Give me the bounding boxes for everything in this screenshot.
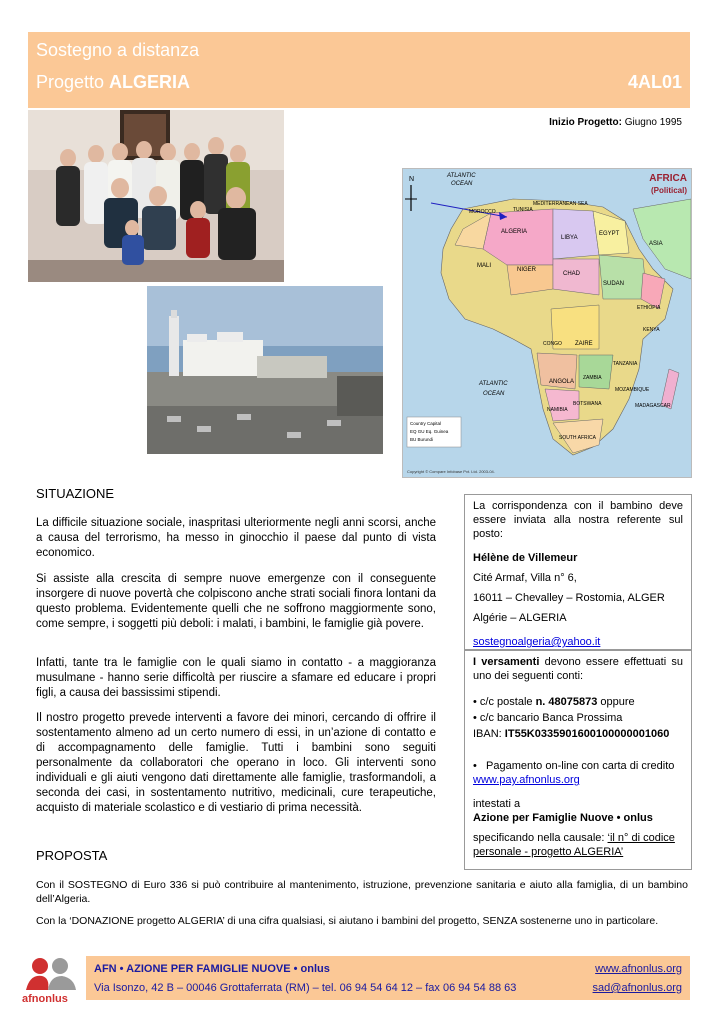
country-label: TUNISIA xyxy=(513,207,533,213)
legend-capital: Country Capital xyxy=(410,421,442,426)
online-payment-label: Pagamento on-line con carta di credito xyxy=(486,760,675,772)
footer-email-link[interactable]: sad@afnonlus.org xyxy=(592,982,682,994)
postal-suffix: oppure xyxy=(597,696,635,708)
map-title: AFRICA xyxy=(649,173,687,184)
legend-eq: EQ GU Eq. Guinea xyxy=(410,429,449,434)
postal-account: • c/c postale n. 48075873 oppure xyxy=(473,696,635,708)
country-label: ZAIRE xyxy=(575,341,593,347)
page-title: Sostegno a distanza xyxy=(36,40,200,60)
ocean-label: OCEAN xyxy=(483,391,505,397)
country-label: BOTSWANA xyxy=(573,401,602,407)
contact-intro: La corrispondenza con il bambino deve essere inviata alla nostra referente sul posto: xyxy=(473,500,683,540)
project-start-value: Giugno 1995 xyxy=(624,117,682,128)
iban-label: IBAN: xyxy=(473,728,505,740)
country-label-algeria: ALGERIA xyxy=(501,229,528,235)
ocean-label: ATLANTIC xyxy=(447,173,476,179)
country-label: MOZAMBIQUE xyxy=(615,387,650,393)
project-title xyxy=(36,72,190,93)
situazione-paragraph-2: Si assiste alla crescita di sempre nuove emergenze con il conseguente insorgere di nuove povertà che colpiscono anche strati sociali finora lontani da questo problema. Evidentemente quelli che ne soffrono maggiormente sono, come sempre, i soggetti più deboli: i malati, i bambini, le famiglie già povere. xyxy=(36,573,436,630)
city-photo xyxy=(147,286,383,454)
legend-bu: BU Burundi xyxy=(410,437,434,442)
country-label: EGYPT xyxy=(599,231,620,237)
causale-prefix: specificando nella causale: xyxy=(473,832,608,844)
contact-box xyxy=(464,494,692,650)
country-label: KENYA xyxy=(643,327,660,333)
online-payment: • Pagamento on-line con carta di credito xyxy=(473,760,675,772)
country-label: SUDAN xyxy=(603,281,625,287)
footer-website-link[interactable]: www.afnonlus.org xyxy=(595,963,682,975)
project-start xyxy=(549,117,682,128)
country-label: ANGOLA xyxy=(549,379,575,385)
group-photo xyxy=(28,110,284,282)
ocean-label: OCEAN xyxy=(451,181,473,187)
north-label: N xyxy=(409,176,415,183)
city-photo-image xyxy=(147,286,383,454)
postal-prefix: c/c postale xyxy=(479,696,536,708)
country-label: CONGO xyxy=(543,341,562,347)
logo-text: afnonlus xyxy=(22,993,68,1005)
contact-name: Hélène de Villemeur xyxy=(473,552,578,564)
contact-email-link[interactable]: sostegnoalgeria@yahoo.it xyxy=(473,636,601,648)
causale-line xyxy=(473,831,683,859)
country-label: MADAGASCAR xyxy=(635,403,671,409)
payee-name: Azione per Famiglie Nuove • onlus xyxy=(473,812,653,824)
footer-org: AFN • AZIONE PER FAMIGLIE NUOVE • onlus xyxy=(94,963,330,975)
footer-banner xyxy=(86,956,690,1000)
online-payment-link[interactable]: www.pay.afnonlus.org xyxy=(473,774,580,786)
payment-intro-rest: devono essere effettuati su uno dei seguenti conti: xyxy=(473,656,683,682)
country-label: NAMIBIA xyxy=(547,407,568,413)
iban-line xyxy=(473,727,683,741)
bank-name: c/c bancario Banca Prossima xyxy=(479,712,623,724)
africa-map xyxy=(402,168,692,478)
payment-intro xyxy=(473,655,683,683)
situazione-heading: SITUAZIONE xyxy=(36,486,115,501)
bank-account: • c/c bancario Banca Prossima xyxy=(473,712,623,724)
country-label: MOROCCO xyxy=(469,209,496,215)
footer-address: Via Isonzo, 42 B – 00046 Grottaferrata (RM) – tel. 06 94 54 64 12 – fax 06 94 54 88 63 xyxy=(94,982,517,994)
country-label: MALI xyxy=(477,263,492,269)
project-start-label: Inizio Progetto: xyxy=(549,117,622,128)
ocean-label: ATLANTIC xyxy=(479,381,508,387)
group-photo-image xyxy=(28,110,284,282)
causale-value: ‘il n° di codice personale - progetto ALGERIA’ xyxy=(473,832,675,858)
payment-box xyxy=(464,650,692,870)
sea-label: MEDITERRANEAN SEA xyxy=(533,201,588,207)
proposta-heading: PROPOSTA xyxy=(36,848,108,863)
country-label: LIBYA xyxy=(561,235,578,241)
proposta-paragraph-1: Con il SOSTEGNO di Euro 336 si può contribuire al mantenimento, istruzione, prevenzione sanitaria e aiuto alla famiglia, di un bambino dell’Algeria. xyxy=(36,879,688,905)
project-prefix: Progetto xyxy=(36,72,110,92)
country-label: NIGER xyxy=(517,267,537,273)
map-subtitle: (Political) xyxy=(650,186,687,195)
map-copyright: Copyright © Compare Infobase Pvt. Ltd. 2003-04. xyxy=(407,469,495,474)
contact-address-2: 16011 – Chevalley – Rostomia, ALGER xyxy=(473,592,665,604)
country-label: ZAMBIA xyxy=(583,375,602,381)
contact-country: Algérie – ALGERIA xyxy=(473,612,567,624)
proposta-paragraph-2: Con la ‘DONAZIONE progetto ALGERIA’ di una cifra qualsiasi, si aiutano i bambini del progetto, SENZA sostenerne uno in particolare. xyxy=(36,915,659,927)
contact-address-1: Cité Armaf, Villa n° 6, xyxy=(473,572,577,584)
country-label: ETHIOPIA xyxy=(637,305,661,311)
header-banner xyxy=(28,32,690,108)
situazione-paragraph-3: Infatti, tante tra le famiglie con le quali siamo in contatto - a maggioranza musulmane - hanno serie difficoltà per riuscire a sfamare ed educare i propri figli, a causa dei bassissimi stipendi. xyxy=(36,657,436,699)
continent-label: ASIA xyxy=(649,241,663,247)
situazione-paragraph-1: La difficile situazione sociale, inaspritasi ulteriormente negli anni scorsi, anche a causa del terrorismo, ha messo in ginocchio il paese dal punto di vista economico. xyxy=(36,517,436,559)
country-label: SOUTH AFRICA xyxy=(559,435,596,441)
africa-map-image xyxy=(403,169,691,477)
project-name: ALGERIA xyxy=(109,72,191,92)
afn-logo-icon xyxy=(20,956,84,1008)
iban-value: IT55K0335901600100000001060 xyxy=(504,728,670,740)
afn-logo xyxy=(20,956,84,1008)
payment-intro-bold: I versamenti xyxy=(473,656,540,668)
payee-label: intestati a xyxy=(473,798,521,810)
country-label: TANZANIA xyxy=(613,361,638,367)
postal-number: n. 48075873 xyxy=(535,696,598,708)
situazione-paragraph-4: Il nostro progetto prevede interventi a favore dei minori, cercando di offrire il sostentamento almeno ad un certo numero di essi, in un’azione di contatto e di accompagnamento delle famiglie. Tutti i bambini sono seguiti personalmente da collaboratori che operano in loco. Gli interventi sono individuali e gli aiuti vengono dati direttamente alle famiglie, trasformandoli, a seconda dei casi, in sostentamento nutritivo, medicinali, cure terapeutiche, acquisto di materiale scolastico e di vestiario di prima necessità. xyxy=(36,712,436,814)
country-label: CHAD xyxy=(563,271,581,277)
project-code: 4AL01 xyxy=(627,72,682,92)
